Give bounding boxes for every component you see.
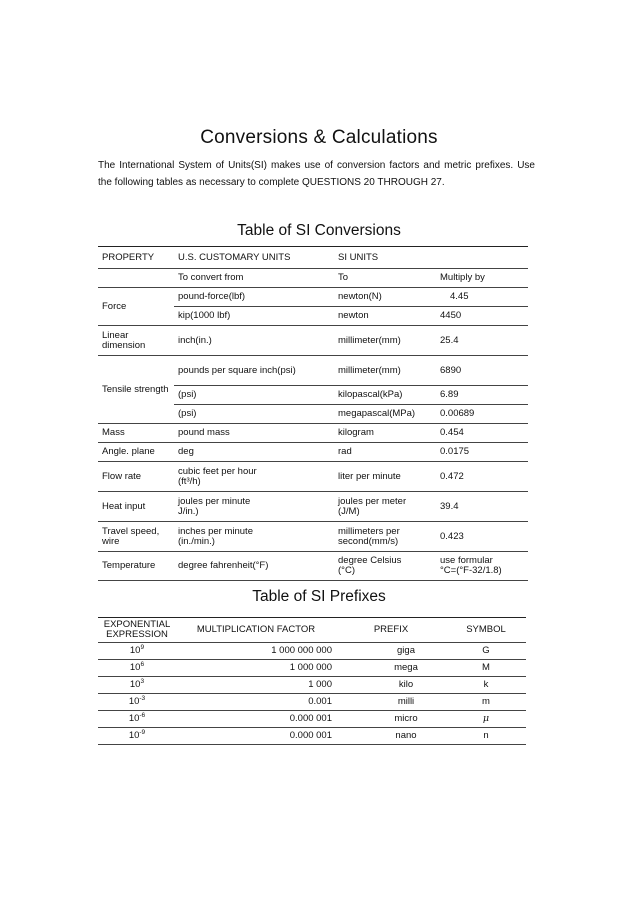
table-row xyxy=(98,288,528,307)
factor-cell: 0.001 xyxy=(176,694,336,711)
si-conversions-table xyxy=(98,246,528,581)
factor-cell: 25.4 xyxy=(436,326,528,356)
factor-cell: 4.45 xyxy=(436,288,528,307)
header-multiplication: MULTIPLICATION FACTOR xyxy=(176,618,336,643)
factor-cell: 1 000 000 xyxy=(176,660,336,677)
table-row xyxy=(98,356,528,386)
prefix-cell: nano xyxy=(336,728,446,745)
table-row xyxy=(98,443,528,462)
to-cell: millimeter(mm) xyxy=(334,356,436,386)
property-cell: Heat input xyxy=(98,492,174,522)
exponent-cell: $10^6$ xyxy=(98,660,176,677)
factor-cell: 0.000 001 xyxy=(176,728,336,745)
prefix-cell: kilo xyxy=(336,677,446,694)
from-cell: (psi) xyxy=(174,386,334,405)
table-row xyxy=(98,326,528,356)
symbol-cell: k xyxy=(446,677,526,694)
factor-cell xyxy=(436,552,528,581)
from-line-2: (in./min.) xyxy=(178,535,215,547)
exponent-cell: $10^3$ xyxy=(98,677,176,694)
to-cell: megapascal(MPa) xyxy=(334,405,436,424)
property-cell: Linear dimension xyxy=(98,326,174,356)
symbol-cell: M xyxy=(446,660,526,677)
prefix-cell: micro xyxy=(336,711,446,728)
to-cell xyxy=(334,552,436,581)
from-line-2: J/in.) xyxy=(178,505,199,517)
from-cell: kip(1000 lbf) xyxy=(174,307,334,326)
to-cell: liter per minute xyxy=(334,462,436,492)
from-line-1: inches per minute xyxy=(178,525,253,537)
exponent-cell: $10^9$ xyxy=(98,643,176,660)
table-row xyxy=(98,643,526,660)
factor-line-2: °C=(°F-32/1.8) xyxy=(440,565,502,576)
to-line-1: joules per meter xyxy=(338,495,407,507)
to-cell xyxy=(334,522,436,552)
from-cell: pounds per square inch(psi) xyxy=(174,356,334,386)
to-cell: kilogram xyxy=(334,424,436,443)
factor-cell: 0.0175 xyxy=(436,443,528,462)
exponent-cell: $10^{-6}$ xyxy=(98,711,176,728)
factor-cell: 0.454 xyxy=(436,424,528,443)
factor-cell: 4450 xyxy=(436,307,528,326)
property-cell: Temperature xyxy=(98,552,174,581)
factor-cell: 1 000 xyxy=(176,677,336,694)
factor-cell: 1 000 000 000 xyxy=(176,643,336,660)
table-row xyxy=(98,552,528,581)
subheader-to: To xyxy=(334,269,436,288)
table-row xyxy=(98,462,528,492)
table-row xyxy=(98,522,528,552)
subheader-multiply: Multiply by xyxy=(436,269,528,288)
table-row xyxy=(98,728,526,745)
factor-cell: 0.472 xyxy=(436,462,528,492)
prefix-cell: milli xyxy=(336,694,446,711)
prefix-cell: giga xyxy=(336,643,446,660)
from-line-2: (ft³/h) xyxy=(178,475,201,487)
factor-cell: 6.89 xyxy=(436,386,528,405)
symbol-cell: μ xyxy=(446,711,526,728)
property-cell: Travel speed, wire xyxy=(98,522,174,552)
exponent-cell: $10^{-3}$ xyxy=(98,694,176,711)
table-row xyxy=(98,677,526,694)
factor-cell: 0.423 xyxy=(436,522,528,552)
page-title: Conversions & Calculations xyxy=(200,127,438,148)
to-cell: kilopascal(kPa) xyxy=(334,386,436,405)
property-cell: Angle. plane xyxy=(98,443,174,462)
property-cell: Mass xyxy=(98,424,174,443)
factor-line-1: use formular xyxy=(440,555,493,566)
table-header-row xyxy=(98,247,528,269)
from-cell: (psi) xyxy=(174,405,334,424)
to-line-2: (°C) xyxy=(338,565,355,576)
property-cell: Flow rate xyxy=(98,462,174,492)
header-prefix: PREFIX xyxy=(336,618,446,643)
table-row xyxy=(98,424,528,443)
to-cell: newton xyxy=(334,307,436,326)
subheader-from: To convert from xyxy=(174,269,334,288)
property-cell: Tensile strength xyxy=(98,356,174,424)
to-line-1: millimeters per xyxy=(338,525,400,537)
to-line-1: degree Celsius xyxy=(338,555,402,566)
symbol-cell: m xyxy=(446,694,526,711)
to-cell: newton(N) xyxy=(334,288,436,307)
si-prefixes-table xyxy=(98,617,526,745)
from-cell: deg xyxy=(174,443,334,462)
intro-paragraph: The International System of Units(SI) makes use of conversion factors and metric prefixes. Use the following tables as necessary to complete QUESTIONS 20 THROUGH 27. xyxy=(98,160,535,188)
exponent-cell: $10^{-9}$ xyxy=(98,728,176,745)
prefixes-table-title: Table of SI Prefixes xyxy=(252,588,386,605)
header-empty xyxy=(436,247,528,269)
header-property: PROPERTY xyxy=(98,247,174,269)
header-symbol: SYMBOL xyxy=(446,618,526,643)
from-cell xyxy=(174,462,334,492)
header-si-units: SI UNITS xyxy=(334,247,436,269)
from-cell: pound mass xyxy=(174,424,334,443)
to-cell: rad xyxy=(334,443,436,462)
property-cell: Force xyxy=(98,288,174,326)
from-cell: pound-force(lbf) xyxy=(174,288,334,307)
prefix-cell: mega xyxy=(336,660,446,677)
from-cell: degree fahrenheit(°F) xyxy=(174,552,334,581)
factor-cell: 0.00689 xyxy=(436,405,528,424)
symbol-cell: n xyxy=(446,728,526,745)
factor-cell: 0.000 001 xyxy=(176,711,336,728)
table-header-row xyxy=(98,618,526,643)
header-us-units: U.S. CUSTOMARY UNITS xyxy=(174,247,334,269)
table-subheader-row xyxy=(98,269,528,288)
table-row xyxy=(98,711,526,728)
to-line-2: second(mm/s) xyxy=(338,535,399,547)
to-cell xyxy=(334,492,436,522)
from-cell: inch(in.) xyxy=(174,326,334,356)
conversions-table-title: Table of SI Conversions xyxy=(237,222,401,239)
table-row xyxy=(98,660,526,677)
factor-cell: 39.4 xyxy=(436,492,528,522)
subheader-empty xyxy=(98,269,174,288)
symbol-cell: G xyxy=(446,643,526,660)
to-line-2: (J/M) xyxy=(338,505,360,517)
from-cell xyxy=(174,522,334,552)
from-line-1: cubic feet per hour xyxy=(178,465,257,477)
table-row xyxy=(98,492,528,522)
to-cell: millimeter(mm) xyxy=(334,326,436,356)
from-cell xyxy=(174,492,334,522)
table-row xyxy=(98,694,526,711)
header-exponential: EXPONENTIAL EXPRESSION xyxy=(98,618,176,643)
from-line-1: joules per minute xyxy=(178,495,251,507)
factor-cell: 6890 xyxy=(436,356,528,386)
